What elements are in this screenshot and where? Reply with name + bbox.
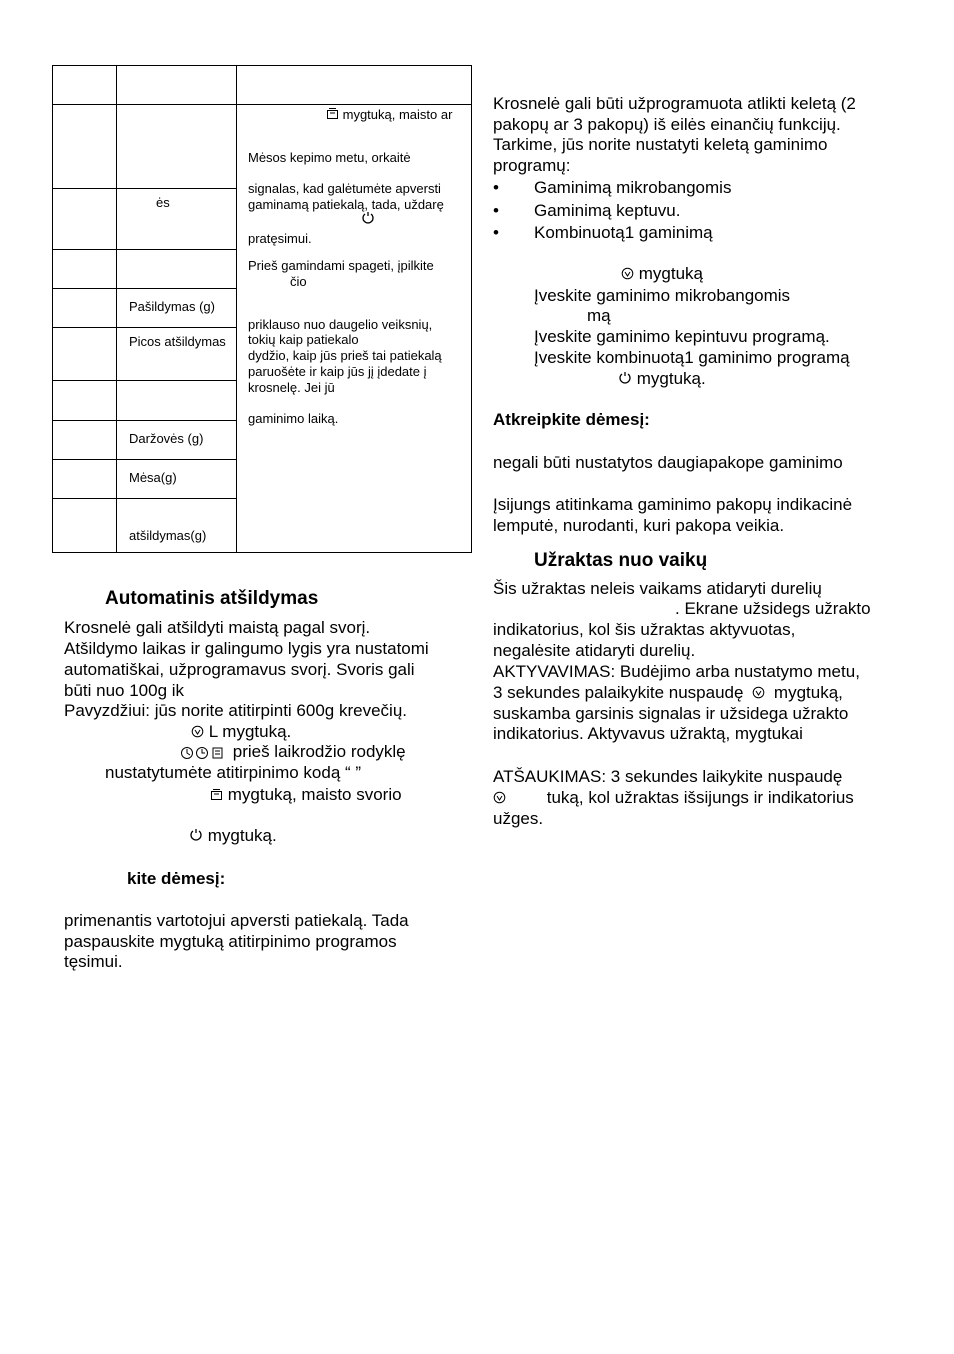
paragraph-line: nustatytumėte atitirpinimo kodą “ ” [105,763,362,782]
line-text: prieš laikrodžio rodyklę [232,742,406,761]
paragraph-line: pakopų ar 3 pakopų) iš eilės einančių funkcijų. [493,115,841,134]
list-item: Gaminimą keptuvu. [534,201,681,220]
paragraph-line: Pavyzdžiui: jūs norite atitirpinti 600g krevečių. [64,701,407,720]
paragraph-line: indikatorius, kol šis užraktas aktyvuotas, [493,620,796,639]
bullet-icon: • [493,201,499,220]
paragraph-line: ATŠAUKIMAS: 3 sekundes laikykite nuspaudę [493,767,843,786]
table-cell: priklauso nuo daugelio veiksnių, [248,317,433,332]
section-heading: Užraktas nuo vaikų [534,550,708,571]
table-cell: Mėsos kepimo metu, orkaitė [248,150,411,165]
paragraph-line: indikatorius. Aktyvavus užraktą, mygtukai [493,724,803,743]
paragraph-line: negali būti nustatytos daugiapakope gaminimo [493,453,843,472]
attention-heading: Atkreipkite dėmesį: [493,410,650,429]
scale-icon [326,107,339,120]
list-item: Gaminimą mikrobangomis [534,178,732,197]
paragraph-line [493,683,843,703]
table-cell: signalas, kad galėtumėte apversti [248,181,441,196]
table-cell [326,107,452,122]
paragraph-line: . Ekrane užsidegs užrakto [675,599,871,618]
table-cell: atšildymas(g) [129,528,207,543]
table-cell: Pašildymas (g) [129,299,215,314]
step-line: mą [587,306,611,325]
table-text: mygtuką, maisto ar [342,107,453,122]
table-cell: gaminimo laiką. [248,411,339,426]
clock-weight-icons [180,745,228,761]
stop-icon [493,791,506,804]
paragraph-line [493,788,854,808]
table-cell: tokių kaip patiekalo [248,332,359,347]
paragraph-line: paspauskite mygtuką atitirpinimo programos [64,932,397,951]
paragraph-line: AKTYVAVIMAS: Budėjimo arba nustatymo metu, [493,662,860,681]
step-line: Įveskite gaminimo mikrobangomis [534,286,791,305]
paragraph-line: suskamba garsinis signalas ir užsidega užrakto [493,704,849,723]
line-text: 3 sekundes palaikykite nuspaudę [493,683,744,702]
paragraph-line: tęsimui. [64,952,123,971]
step-line: Įveskite gaminimo kepintuvu programą. [534,327,830,346]
line-text: mygtuką, maisto svorio [227,785,402,804]
paragraph-line: primenantis vartotojui apversti patiekalą. Tada [64,911,409,930]
paragraph-line: Krosnelė gali būti užprogramuota atlikti keletą (2 [493,94,856,113]
paragraph-line: negalėsite atidaryti durelių. [493,641,696,660]
step-line [621,264,703,284]
step-line: Įveskite kombinuotą1 gaminimo programą [534,348,850,367]
bullet-icon: • [493,223,499,242]
note-heading: kite dėmesį: [127,869,226,888]
line-text: mygtuką, [773,683,843,702]
section-heading: Automatinis atšildymas [105,588,319,609]
paragraph-line: Įsijungs atitinkama gaminimo pakopų indikacinė [493,495,853,514]
step-line [618,369,706,389]
table-cell: ės [156,195,170,210]
bullet-icon: • [493,178,499,197]
paragraph-line: Atšildymo laikas ir galingumo lygis yra nustatomi [64,639,429,658]
stop-icon [621,267,634,280]
table-cell: čio [290,274,307,289]
line-text: mygtuką. [636,369,706,388]
paragraph-line: Tarkime, jūs norite nustatyti keletą gaminimo [493,135,828,154]
table-cell: pratęsimui. [248,231,312,246]
table-cell: Picos atšildymas [129,334,226,349]
line-text: tuką, kol užraktas išsijungs ir indikatorius [546,788,854,807]
paragraph-line [191,722,291,742]
scale-icon [210,788,223,801]
table-cell: Prieš gamindami spageti, įpilkite [248,258,434,273]
table-cell: Daržovės (g) [129,431,204,446]
line-text: mygtuką [638,264,703,283]
start-icon [361,211,375,225]
table-cell: paruošėte ir kaip jūs jį įdedate į [248,364,427,379]
paragraph-line [180,742,406,762]
paragraph-line: Krosnelė gali atšildyti maistą pagal svorį. [64,618,371,637]
table-cell: Mėsa(g) [129,470,177,485]
paragraph-line [210,785,402,805]
start-icon [189,828,203,842]
paragraph-line: lemputė, nurodanti, kuri pakopa veikia. [493,516,785,535]
table-cell: dydžio, kaip jūs prieš tai patiekalą [248,348,442,363]
paragraph-line: programų: [493,156,571,175]
paragraph-line: Šis užraktas neleis vaikams atidaryti durelių [493,579,822,598]
table-cell: gaminamą patiekalą, tada, uždarę [248,197,444,212]
list-item: Kombinuotą1 gaminimą [534,223,713,242]
line-text: L mygtuką. [208,722,292,741]
stop-icon [752,686,765,699]
paragraph-line: automatiškai, užprogramavus svorį. Svoris gali [64,660,415,679]
paragraph-line [189,826,277,846]
paragraph-line: užges. [493,809,544,828]
stop-icon [191,725,204,738]
line-text: mygtuką. [207,826,277,845]
start-icon [618,371,632,385]
paragraph-line: būti nuo 100g ik [64,681,185,700]
table-cell: krosnelę. Jei jū [248,380,335,395]
